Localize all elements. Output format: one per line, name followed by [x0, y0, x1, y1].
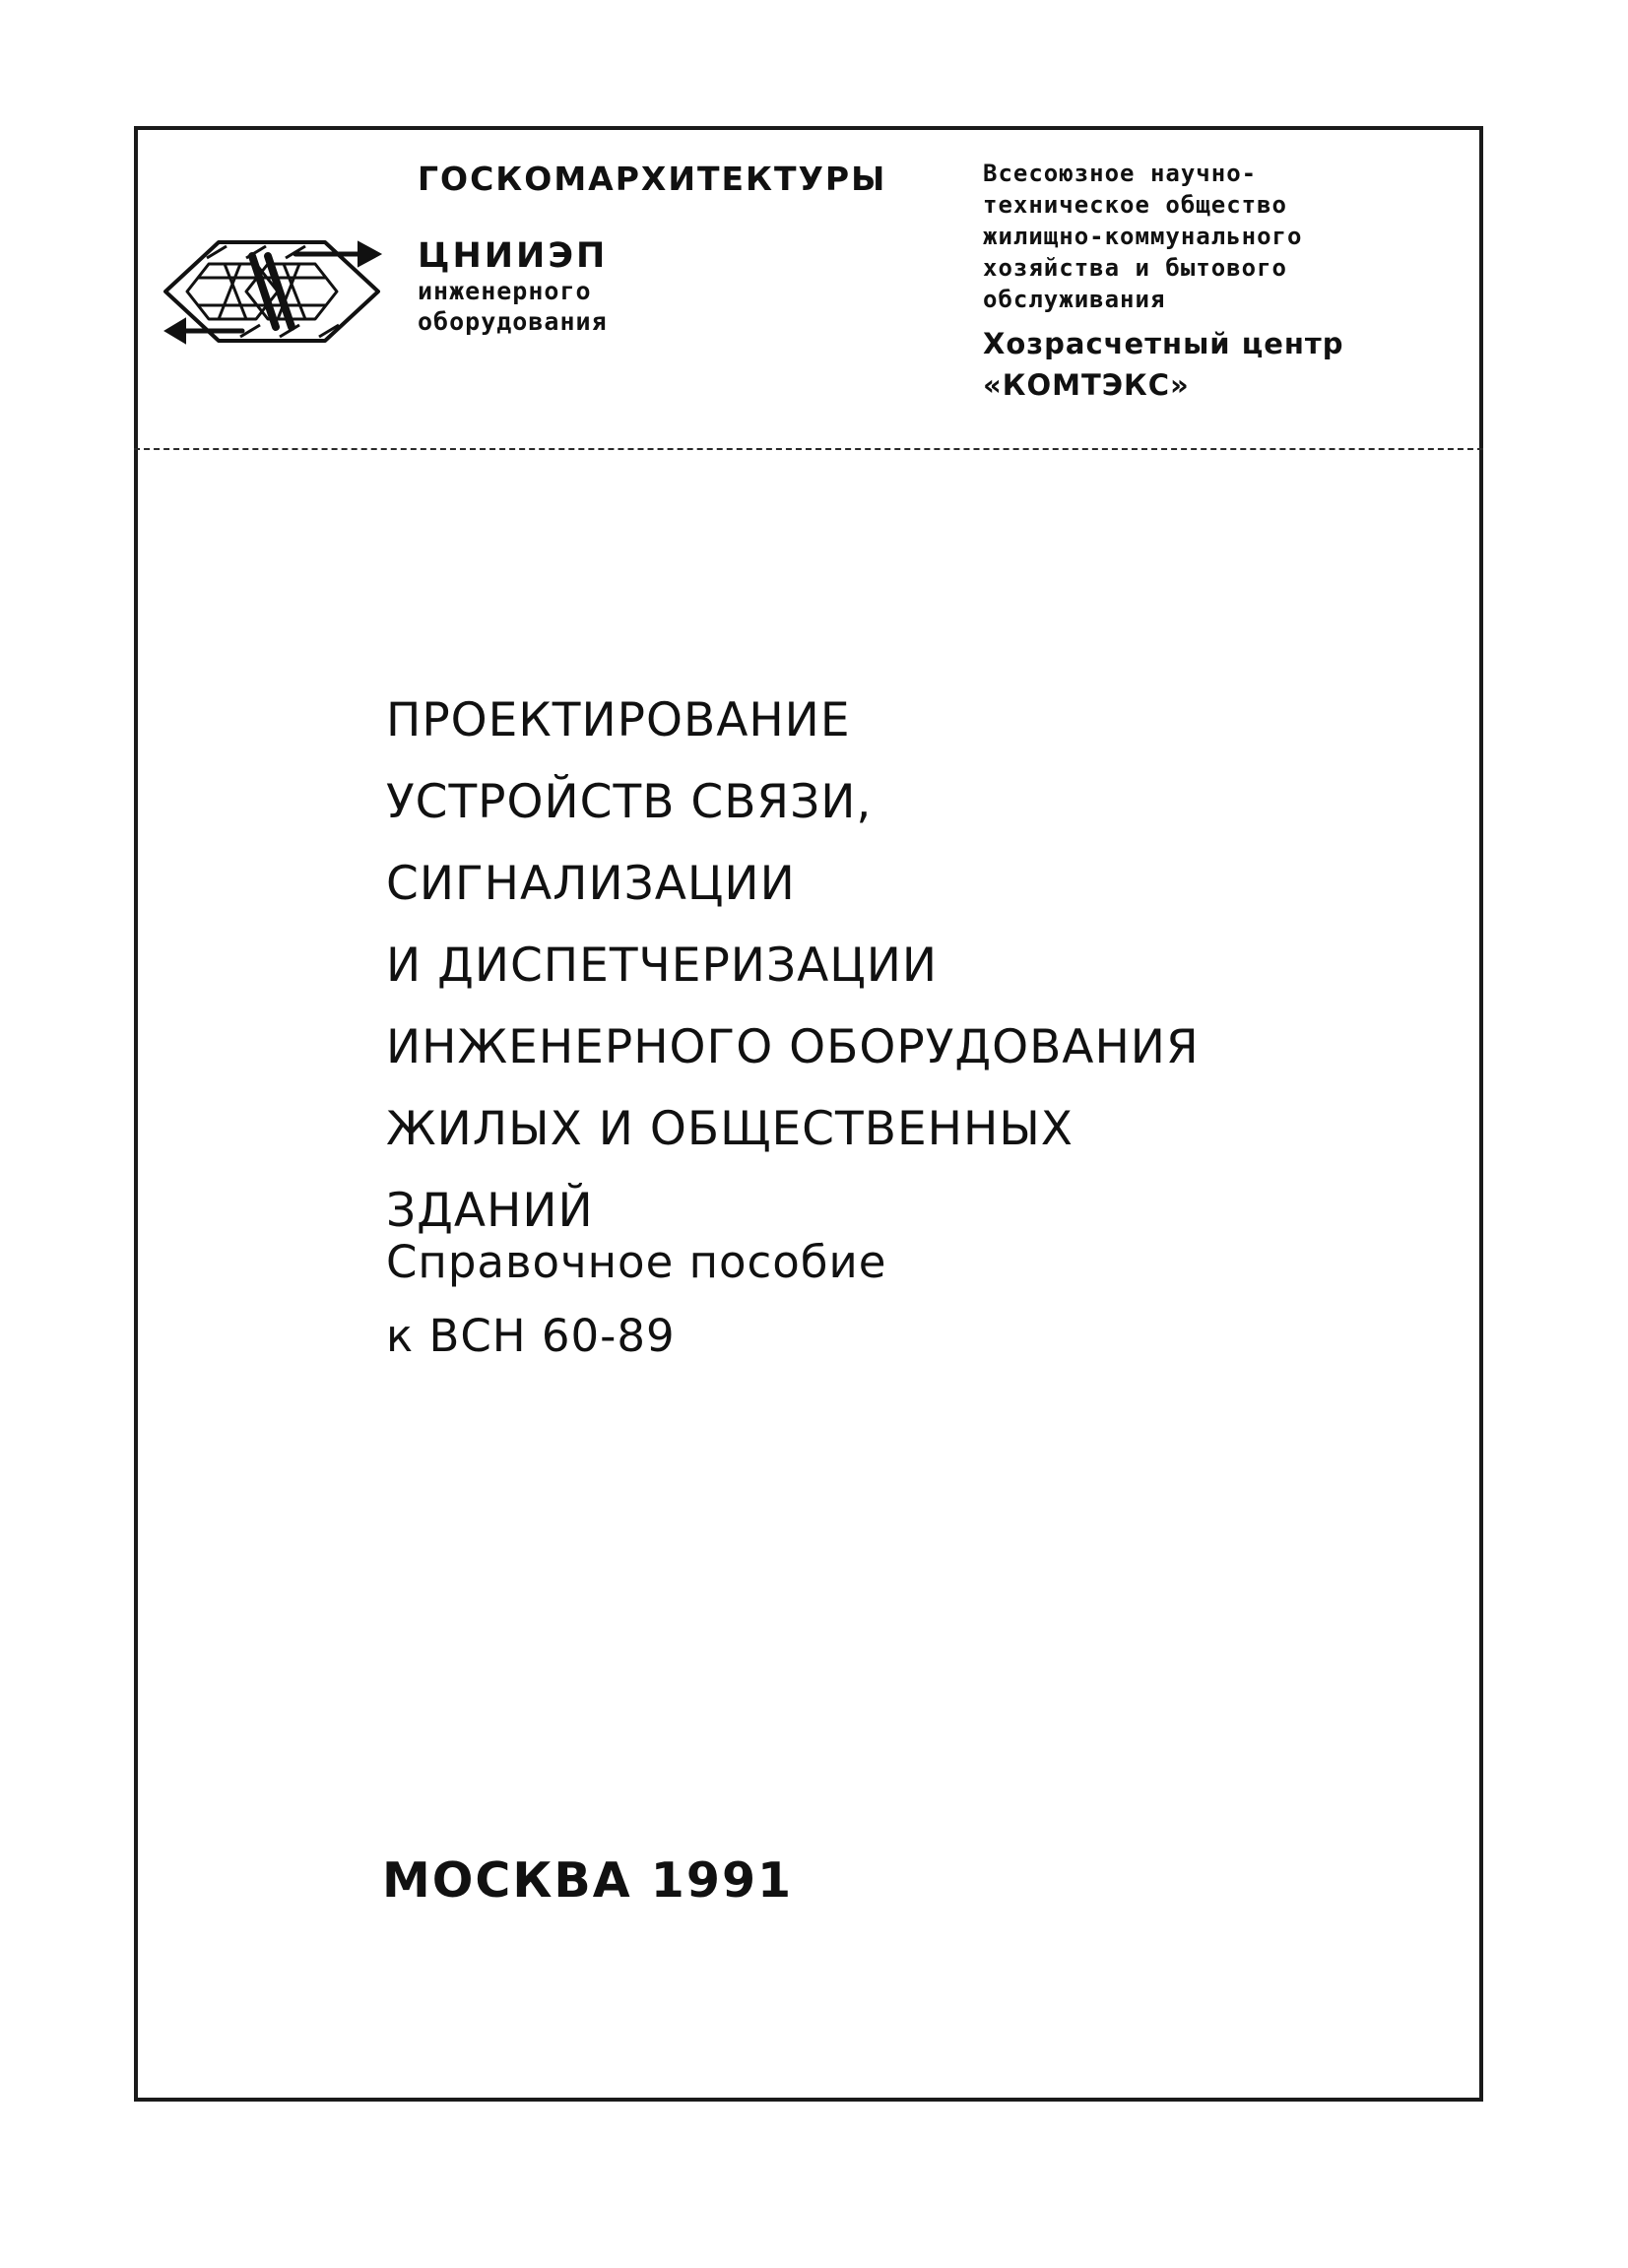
place-and-year: МОСКВА 1991	[382, 1852, 794, 1909]
header-divider	[134, 448, 1483, 450]
organization-right	[983, 158, 1475, 406]
document-title	[386, 680, 1450, 1252]
title-line: ЗДАНИЙ	[386, 1184, 594, 1238]
title-line: СИГНАЛИЗАЦИИ	[386, 857, 796, 911]
document-subtitle	[386, 1225, 1371, 1373]
institute-name: ЦНИИЭП	[418, 236, 609, 276]
subtitle-line: Справочное пособие	[386, 1236, 887, 1288]
title-line: ЖИЛЫХ И ОБЩЕСТВЕННЫХ	[386, 1102, 1074, 1156]
title-line: ПРОЕКТИРОВАНИЕ	[386, 693, 851, 747]
center-name: Хозрасчетный центр «КОМТЭКС»	[983, 327, 1344, 402]
institute-department: инженерного оборудования	[418, 277, 608, 336]
title-line: И ДИСПЕТЧЕРИЗАЦИИ	[386, 939, 939, 993]
ministry-name: ГОСКОМАРХИТЕКТУРЫ	[418, 160, 887, 198]
title-line: УСТРОЙСТВ СВЯЗИ,	[386, 775, 873, 829]
subtitle-line: к ВСН 60-89	[386, 1310, 676, 1362]
cube-arrows-logo-icon	[158, 228, 386, 353]
organization-left	[418, 160, 930, 337]
society-name: Всесоюзное научно- техническое общество жилищно-коммунального хозяйства и бытового обслуживания	[983, 160, 1303, 313]
title-line: ИНЖЕНЕРНОГО ОБОРУДОВАНИЯ	[386, 1020, 1200, 1074]
